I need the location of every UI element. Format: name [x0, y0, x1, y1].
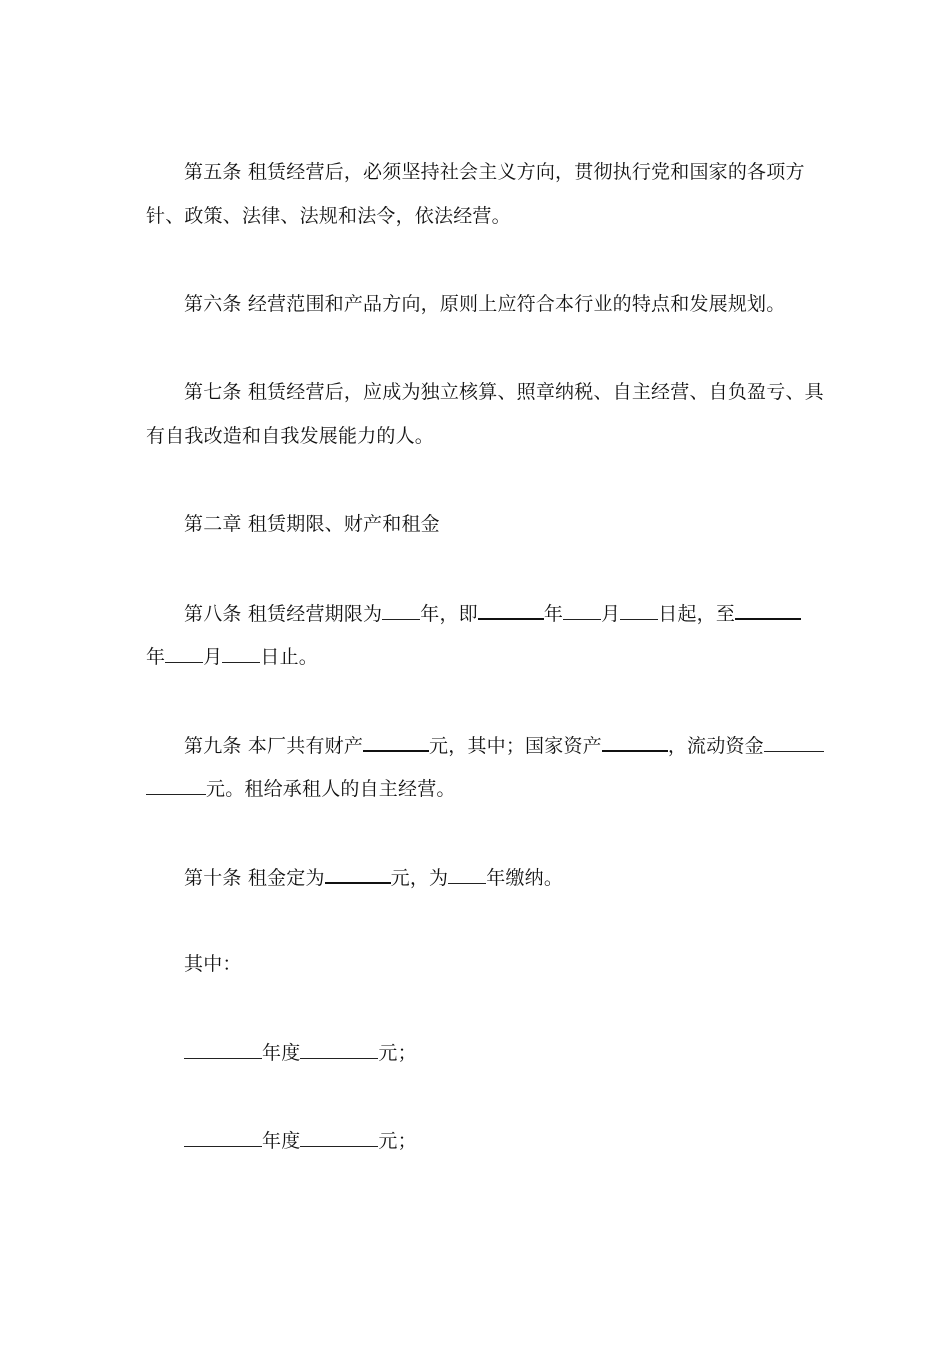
blank-end-month — [165, 644, 203, 663]
blank-rent-years — [448, 865, 486, 884]
article-5-line-2: 针、政策、法律、法规和法令，依法经营。 — [146, 205, 511, 227]
article-9-line-1 — [184, 732, 824, 758]
article-8-text-6: 年 — [146, 646, 166, 668]
chapter-2-heading: 第二章 租赁期限、财产和租金 — [184, 513, 440, 535]
year-row-1-label-year: 年度 — [262, 1042, 301, 1064]
article-10-text-3: 年缴纳。 — [486, 867, 564, 889]
article-10-line-1 — [184, 864, 563, 890]
year-row-1-label-yuan: 元； — [378, 1042, 417, 1064]
blank-end-year — [735, 600, 801, 620]
article-8-line-2 — [146, 644, 318, 669]
article-10-text-1: 第十条 租金定为 — [184, 867, 325, 889]
blank-start-month — [563, 601, 601, 620]
blank-start-year — [478, 600, 544, 620]
blank-amount-2 — [300, 1128, 378, 1147]
blank-working-capital-a — [764, 733, 824, 752]
year-row-2-label-yuan: 元； — [378, 1130, 417, 1152]
blank-lease-years — [382, 601, 420, 620]
article-9-text-3: ，流动资金 — [667, 735, 764, 757]
article-6-line-1: 第六条 经营范围和产品方向，原则上应符合本行业的特点和发展规划。 — [184, 293, 786, 315]
article-8-text-5: 日起，至 — [658, 603, 736, 625]
year-row-2 — [184, 1128, 417, 1153]
article-9-line-2 — [146, 776, 456, 801]
blank-amount-1 — [300, 1040, 378, 1059]
blank-start-day — [620, 601, 658, 620]
article-8-text-7: 月 — [203, 646, 223, 668]
blank-state-assets — [602, 732, 668, 752]
article-8-text-1: 第八条 租赁经营期限为 — [184, 603, 383, 625]
among-label: 其中： — [184, 953, 242, 975]
article-9-text-4: 元。租给承租人的自主经营。 — [206, 778, 456, 800]
year-row-1 — [184, 1040, 417, 1065]
blank-end-day — [222, 644, 260, 663]
article-5-line-1: 第五条 租赁经营后，必须坚持社会主义方向，贯彻执行党和国家的各项方 — [184, 161, 805, 183]
blank-total-assets — [363, 732, 429, 752]
blank-year-2 — [184, 1128, 262, 1147]
article-8-text-3: 年 — [543, 603, 564, 625]
blank-rent-amount — [325, 864, 391, 884]
article-10-text-2: 元，为 — [390, 867, 449, 889]
article-9-text-2: 元，其中；国家资产 — [429, 735, 602, 757]
article-9-text-1: 第九条 本厂共有财产 — [184, 735, 364, 757]
article-8-text-2: 年，即 — [420, 603, 478, 625]
article-8-text-4: 月 — [601, 603, 621, 625]
article-8-line-1 — [184, 600, 801, 626]
year-row-2-label-year: 年度 — [262, 1130, 301, 1152]
article-8-text-8: 日止。 — [260, 646, 319, 668]
blank-working-capital-b — [146, 776, 206, 795]
article-7-line-2: 有自我改造和自我发展能力的人。 — [146, 425, 435, 447]
blank-year-1 — [184, 1040, 262, 1059]
article-7-line-1: 第七条 租赁经营后，应成为独立核算、照章纳税、自主经营、自负盈亏、具 — [184, 381, 824, 403]
